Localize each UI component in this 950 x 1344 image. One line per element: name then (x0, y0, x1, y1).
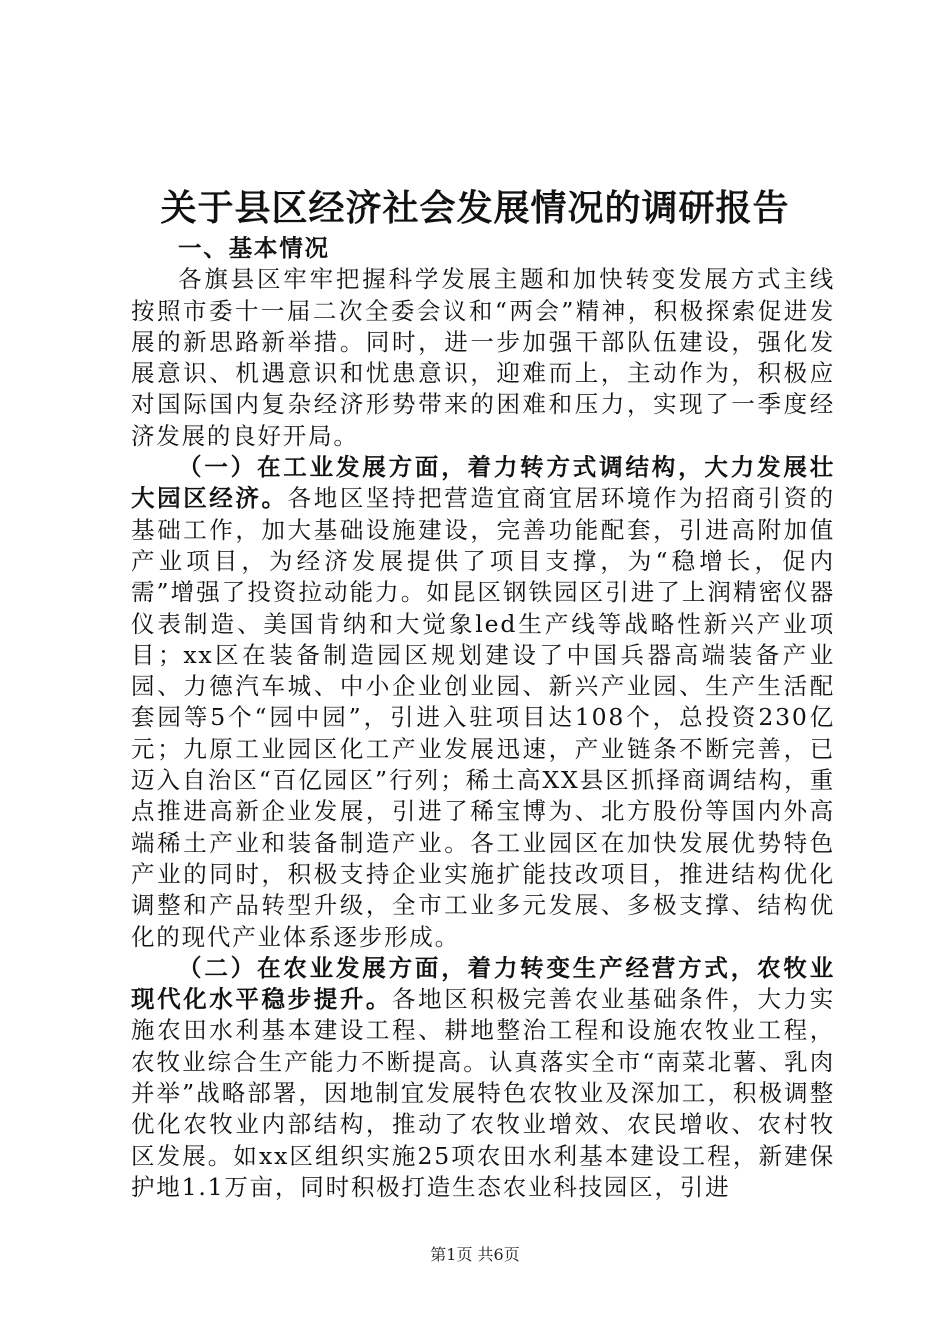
section-heading-basic-situation: 一、基本情况 (178, 234, 330, 262)
paragraph-agriculture-lead: （二）在农业发展方面，着力转变生产经营方式，农牧业现代化水平稳步提升。 (131, 953, 835, 1014)
paragraph-industry-body: 各地区坚持把营造宜商宜居环境作为招商引资的基础工作，加大基础设施建设，完善功能配套，引进高附加值产业项目，为经济发展提供了项目支撑，为“稳增长，促内需”增强了投资拉动能力。如昆区钢铁园区引进了上润精密仪器仪表制造、美国肯纳和大觉象led生产线等战略性新兴产业项目；xx区在装备制造园区规划建设了中国兵器高端装备产业园、力德汽车城、中小企业创业园、新兴产业园、生产生活配套园等5个“园中园”，引进入驻项目达108个，总投资230亿元；九原工业园区化工产业发展迅速，产业链条不断完善，已迈入自治区“百亿园区”行列；稀土高XX县区抓择商调结构，重点推进高新企业发展，引进了稀宝博为、北方股份等国内外高端稀土产业和装备制造产业。各工业园区在加快发展优势特色产业的同时，积极支持企业实施扩能技改项目，推进结构优化调整和产品转型升级，全市工业多元发展、多极支撑、结构优化的现代产业体系逐步形成。 (131, 484, 835, 951)
paragraph-industry (131, 452, 835, 953)
page-number-footer: 第1页 共6页 (430, 1245, 520, 1264)
paragraph-agriculture-body: 各地区积极完善农业基础条件，大力实施农田水利基本建设工程、耕地整治工程和设施农牧业工程，农牧业综合生产能力不断提高。认真落实全市“南菜北薯、乳肉并举”战略部署，因地制宜发展特色农牧业及深加工，积极调整优化农牧业内部结构，推动了农牧业增效、农民增收、农村牧区发展。如xx区组织实施25项农田水利基本建设工程，新建保护地1.1万亩，同时积极打造生态农业科技园区，引进 (131, 985, 836, 1201)
paragraph-industry-lead: （一）在工业发展方面，着力转方式调结构，大力发展壮大园区经济。 (131, 453, 835, 513)
document-body (131, 233, 835, 1203)
paragraph-basic-situation: 各旗县区牢牢把握科学发展主题和加快转变发展方式主线按照市委十一届二次全委会议和“两会”精神，积极探索促进发展的新思路新举措。同时，进一步加强干部队伍建设，强化发展意识、机遇意识和忧患意识，迎难而上，主动作为，积极应对国际国内复杂经济形势带来的困难和压力，实现了一季度经济发展的良好开局。 (131, 265, 835, 450)
paragraph-agriculture (131, 953, 835, 1203)
document-title: 关于县区经济社会发展情况的调研报告 (160, 187, 790, 229)
